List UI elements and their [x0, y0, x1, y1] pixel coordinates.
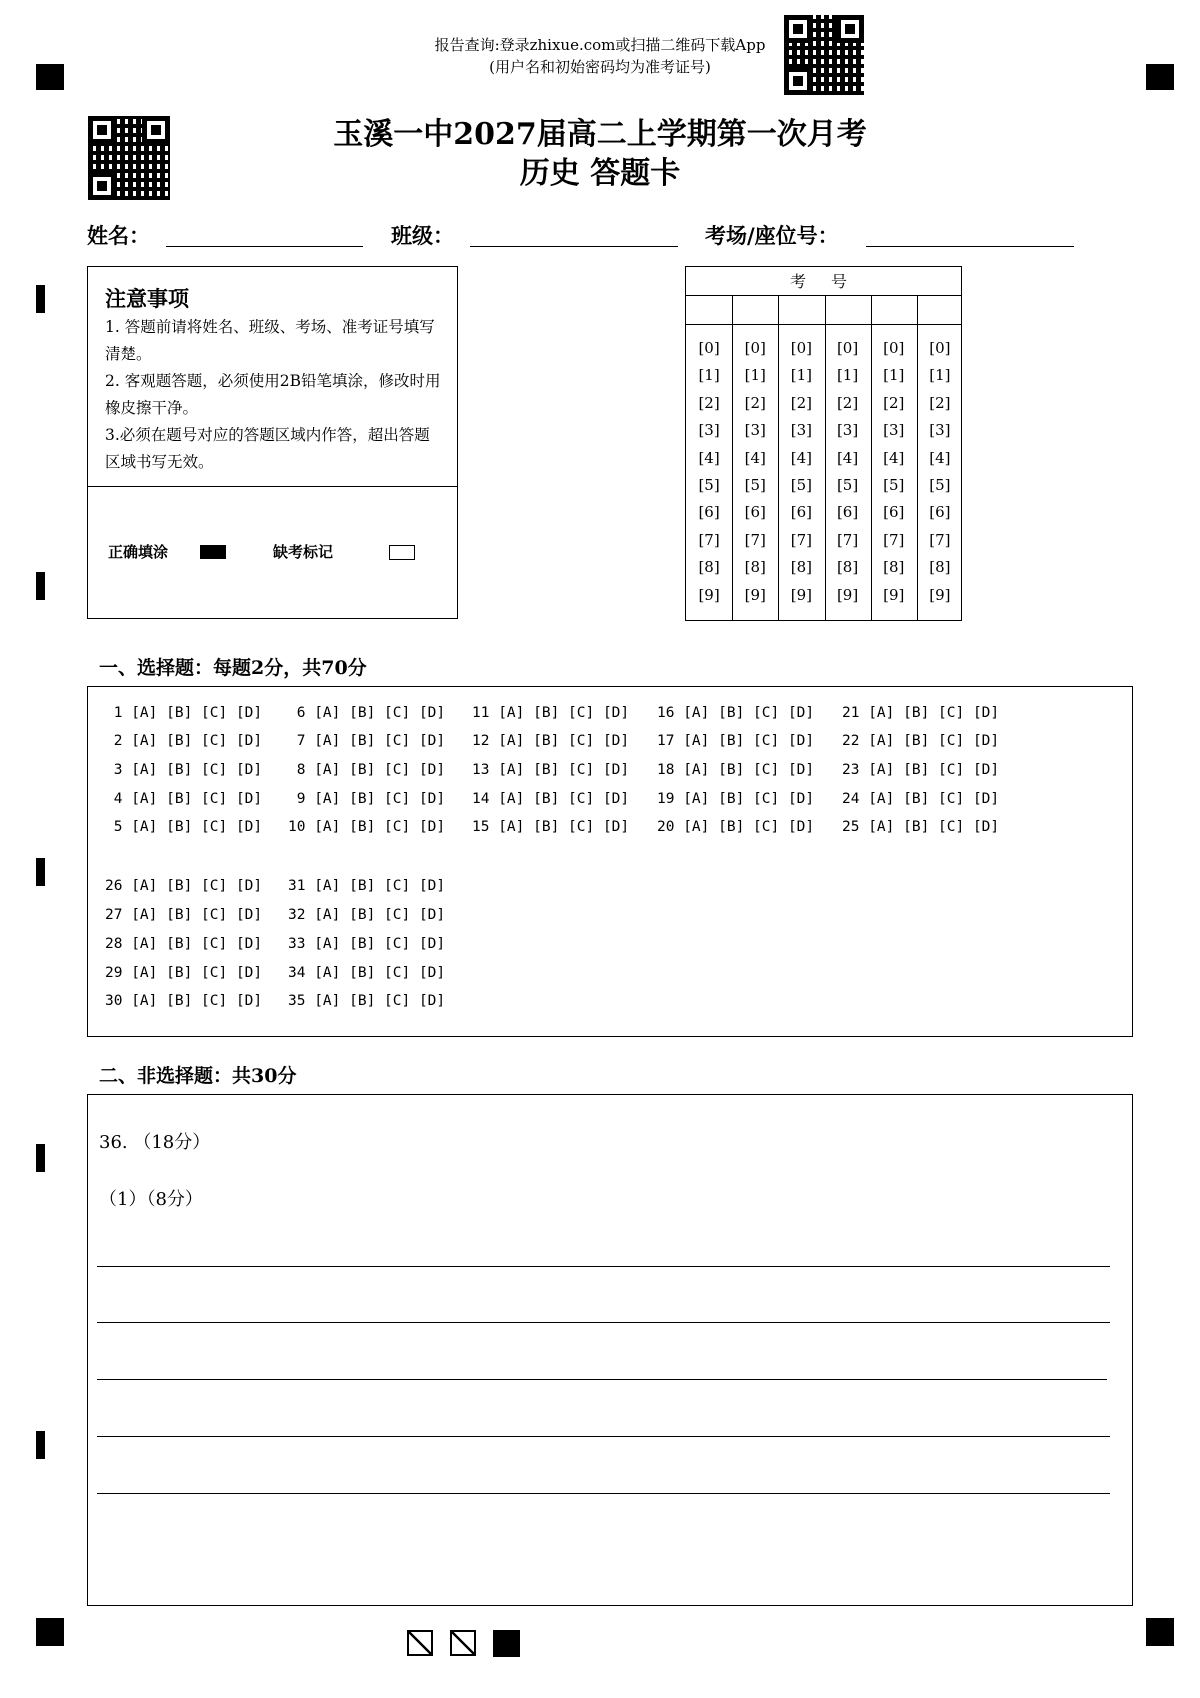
mcq-question-number: 21 — [842, 705, 860, 721]
mcq-options[interactable]: [A] [B] [C] [D] — [305, 819, 446, 835]
mcq-question-row[interactable] — [472, 762, 629, 778]
mcq-question-number: 20 — [657, 819, 675, 835]
exam-id-digit-bubble[interactable]: [3] — [836, 421, 859, 440]
question-36-label: 36. （18分） — [99, 1132, 211, 1153]
mcq-question-number: 29 — [105, 965, 123, 981]
mcq-question-number: 22 — [842, 733, 860, 749]
mcq-options[interactable]: [A] [B] [C] [D] — [122, 705, 263, 721]
timing-mark — [36, 572, 45, 600]
exam-id-digit-bubble[interactable]: [7] — [790, 530, 813, 549]
class-field[interactable] — [470, 246, 678, 247]
mcq-question-row[interactable] — [105, 936, 262, 952]
notice-item: 3.必须在题号对应的答题区域内作答，超出答题区域书写无效。 — [105, 426, 430, 471]
mcq-question-number: 30 — [105, 993, 123, 1009]
mcq-options[interactable]: [A] [B] [C] [D] — [122, 936, 263, 952]
exam-id-digit-bubble[interactable]: [8] — [883, 558, 905, 577]
mcq-options[interactable]: [A] [B] [C] [D] — [122, 733, 263, 749]
correct-fill-label: 正确填涂 — [108, 543, 169, 561]
exam-id-digit-bubble[interactable]: [5] — [744, 476, 766, 495]
mcq-question-number: 1 — [105, 705, 123, 721]
mcq-question-row[interactable] — [657, 791, 814, 807]
mcq-question-row[interactable] — [657, 705, 814, 721]
notice-text — [105, 314, 441, 476]
mcq-question-row[interactable] — [472, 819, 629, 835]
exam-id-digit-bubble[interactable]: [9] — [698, 585, 720, 604]
exam-id-digit-bubble[interactable]: [2] — [698, 393, 720, 412]
notice-box — [87, 266, 458, 619]
exam-id-digit-bubble[interactable]: [9] — [836, 585, 859, 604]
exam-id-digit-bubble[interactable]: [5] — [929, 476, 951, 495]
exam-id-digit-bubble[interactable]: [5] — [790, 476, 813, 495]
exam-id-digit-bubble[interactable]: [8] — [790, 558, 813, 577]
exam-id-digit-bubble[interactable]: [0] — [836, 339, 859, 357]
exam-id-digit-bubble[interactable]: [9] — [790, 585, 813, 604]
mcq-question-number: 27 — [105, 907, 123, 923]
exam-id-column — [686, 335, 732, 609]
exam-id-digit-bubble[interactable]: [5] — [836, 476, 859, 495]
mcq-question-row[interactable] — [105, 733, 262, 749]
mcq-question-row[interactable] — [105, 907, 262, 923]
answer-line[interactable] — [97, 1322, 1110, 1323]
absent-mark-box[interactable] — [389, 545, 415, 560]
exam-id-digit-bubble[interactable]: [4] — [790, 448, 813, 467]
mcq-question-number: 4 — [105, 791, 123, 807]
mcq-question-number: 10 — [288, 819, 306, 835]
notice-divider — [88, 486, 457, 487]
class-label: 班级： — [391, 223, 454, 248]
exam-id-digit-bubble[interactable]: [2] — [929, 393, 951, 412]
mcq-options[interactable]: [A] [B] [C] [D] — [674, 705, 815, 721]
mcq-options[interactable]: [A] [B] [C] [D] — [859, 791, 1000, 807]
exam-id-digit-bubble[interactable]: [7] — [744, 530, 766, 549]
seat-label: 考场/座位号： — [705, 223, 839, 248]
mcq-question-row[interactable] — [288, 993, 445, 1009]
solid-box-mark — [493, 1630, 520, 1657]
exam-id-digit-bubble[interactable]: [3] — [790, 421, 813, 440]
mcq-options[interactable]: [A] [B] [C] [D] — [122, 762, 263, 778]
mcq-question-number: 12 — [472, 733, 490, 749]
answer-line[interactable] — [97, 1436, 1110, 1437]
exam-id-digit-bubble[interactable]: [7] — [698, 530, 720, 549]
mcq-question-number: 14 — [472, 791, 490, 807]
mcq-options[interactable]: [A] [B] [C] [D] — [305, 907, 446, 923]
exam-id-digit-bubble[interactable]: [7] — [929, 530, 951, 549]
exam-id-digit-bubble[interactable]: [2] — [790, 393, 813, 412]
mcq-question-number: 23 — [842, 762, 860, 778]
mcq-question-number: 15 — [472, 819, 490, 835]
mcq-question-row[interactable] — [657, 762, 814, 778]
name-label: 姓名： — [87, 223, 150, 248]
mcq-question-number: 3 — [105, 762, 123, 778]
mcq-options[interactable]: [A] [B] [C] [D] — [305, 762, 446, 778]
mcq-question-number: 31 — [288, 878, 306, 894]
timing-mark — [36, 1144, 45, 1172]
mcq-question-row[interactable] — [472, 705, 629, 721]
timing-mark — [36, 285, 45, 313]
exam-id-digit-bubble[interactable]: [3] — [929, 421, 951, 440]
exam-id-digit-bubble[interactable]: [0] — [883, 339, 905, 357]
mcq-options[interactable]: [A] [B] [C] [D] — [122, 878, 263, 894]
exam-id-digit-bubble[interactable]: [7] — [836, 530, 859, 549]
exam-id-digit-bubble[interactable]: [5] — [883, 476, 905, 495]
mcq-question-number: 9 — [288, 791, 306, 807]
mcq-box — [87, 686, 1133, 1037]
mcq-question-row[interactable] — [105, 819, 262, 835]
exam-id-grid — [685, 266, 962, 621]
exam-id-digit-bubble[interactable]: [4] — [883, 448, 905, 467]
mcq-question-number: 34 — [288, 965, 306, 981]
mcq-question-row[interactable] — [842, 819, 999, 835]
exam-id-digit-bubble[interactable]: [4] — [836, 448, 859, 467]
notice-item: 2. 客观题答题，必须使用2B铅笔填涂，修改时用橡皮擦干净。 — [105, 372, 441, 417]
mcq-grid — [88, 687, 1132, 1036]
crossed-box-mark — [450, 1630, 476, 1656]
exam-id-digit-bubble[interactable]: [4] — [929, 448, 951, 467]
exam-id-column — [917, 335, 963, 609]
registration-mark-bottom-left — [36, 1618, 64, 1646]
exam-id-digit-bubble[interactable]: [2] — [883, 393, 905, 412]
mcq-question-row[interactable] — [657, 733, 814, 749]
exam-id-digit-bubble[interactable]: [0] — [790, 339, 813, 357]
mcq-options[interactable]: [A] [B] [C] [D] — [489, 819, 630, 835]
mcq-question-number: 32 — [288, 907, 306, 923]
mcq-question-row[interactable] — [105, 762, 262, 778]
qr-code-top-right — [784, 15, 864, 95]
mcq-options[interactable]: [A] [B] [C] [D] — [674, 819, 815, 835]
exam-id-header: 考 号 — [789, 272, 858, 291]
exam-id-digit-bubble[interactable]: [6] — [744, 503, 766, 522]
mcq-options[interactable]: [A] [B] [C] [D] — [674, 762, 815, 778]
exam-id-digit-bubble[interactable]: [1] — [744, 366, 766, 385]
mcq-options[interactable]: [A] [B] [C] [D] — [122, 819, 263, 835]
exam-id-digit-bubble[interactable]: [6] — [698, 503, 720, 522]
exam-id-digit-bubble[interactable]: [3] — [698, 421, 720, 440]
mcq-question-number: 24 — [842, 791, 860, 807]
exam-id-column — [871, 335, 917, 609]
mcq-question-row[interactable] — [842, 733, 999, 749]
mcq-options[interactable]: [A] [B] [C] [D] — [305, 965, 446, 981]
question-36-1-label: （1）（8分） — [99, 1189, 203, 1210]
mcq-question-row[interactable] — [472, 791, 629, 807]
exam-id-digit-bubble[interactable]: [8] — [836, 558, 859, 577]
mcq-question-row[interactable] — [105, 993, 262, 1009]
exam-id-digit-bubble[interactable]: [3] — [883, 421, 905, 440]
registration-mark-bottom-right — [1146, 1618, 1174, 1646]
mcq-options[interactable]: [A] [B] [C] [D] — [122, 965, 263, 981]
exam-id-column — [825, 335, 871, 609]
mcq-options[interactable]: [A] [B] [C] [D] — [122, 993, 263, 1009]
mcq-options[interactable]: [A] [B] [C] [D] — [122, 791, 263, 807]
mcq-options[interactable]: [A] [B] [C] [D] — [305, 705, 446, 721]
exam-id-digit-bubble[interactable]: [7] — [883, 530, 905, 549]
mcq-question-number: 7 — [288, 733, 306, 749]
exam-id-digit-bubble[interactable]: [0] — [698, 339, 720, 357]
exam-id-digit-bubble[interactable]: [4] — [744, 448, 766, 467]
exam-id-digit-bubble[interactable]: [5] — [698, 476, 720, 495]
exam-id-digit-bubble[interactable]: [2] — [836, 393, 859, 412]
report-query-line: 报告查询:登录zhixue.com或扫描二维码下载App — [434, 36, 766, 54]
mcq-question-row[interactable] — [288, 878, 445, 894]
exam-id-digit-bubble[interactable]: [6] — [883, 503, 905, 522]
mcq-question-row[interactable] — [288, 705, 445, 721]
exam-id-digit-bubble[interactable]: [6] — [929, 503, 951, 522]
mcq-options[interactable]: [A] [B] [C] [D] — [859, 733, 1000, 749]
open-question-box — [87, 1094, 1133, 1606]
exam-id-digit-bubble[interactable]: [8] — [698, 558, 720, 577]
mcq-question-row[interactable] — [105, 791, 262, 807]
exam-id-digit-bubble[interactable]: [6] — [836, 503, 859, 522]
mcq-question-number: 11 — [472, 705, 490, 721]
mcq-question-row[interactable] — [472, 733, 629, 749]
exam-id-digit-bubble[interactable]: [0] — [929, 339, 951, 357]
exam-id-column — [732, 335, 778, 609]
crossed-box-mark — [407, 1630, 433, 1656]
timing-mark — [36, 858, 45, 886]
answer-line[interactable] — [97, 1266, 1110, 1267]
exam-id-digit-bubble[interactable]: [1] — [883, 366, 905, 385]
mcq-question-row[interactable] — [842, 791, 999, 807]
exam-id-digit-bubble[interactable]: [9] — [883, 585, 905, 604]
exam-id-digit-bubble[interactable]: [0] — [744, 339, 766, 357]
mcq-options[interactable]: [A] [B] [C] [D] — [489, 791, 630, 807]
mcq-question-row[interactable] — [842, 762, 999, 778]
exam-id-digit-bubble[interactable]: [4] — [698, 448, 720, 467]
timing-mark — [36, 1431, 45, 1459]
mcq-options[interactable]: [A] [B] [C] [D] — [305, 993, 446, 1009]
mcq-options[interactable]: [A] [B] [C] [D] — [122, 907, 263, 923]
exam-id-digit-bubble[interactable]: [1] — [836, 366, 859, 385]
mcq-question-number: 5 — [105, 819, 123, 835]
mcq-question-number: 16 — [657, 705, 675, 721]
notice-heading: 注意事项 — [105, 286, 189, 311]
mcq-question-number: 17 — [657, 733, 675, 749]
mcq-question-row[interactable] — [288, 965, 445, 981]
mcq-question-row[interactable] — [288, 762, 445, 778]
mcq-question-row[interactable] — [657, 819, 814, 835]
seat-field[interactable] — [866, 246, 1074, 247]
notice-item: 1. 答题前请将姓名、班级、考场、准考证号填写清楚。 — [105, 318, 435, 363]
mcq-options[interactable]: [A] [B] [C] [D] — [305, 733, 446, 749]
mcq-options[interactable]: [A] [B] [C] [D] — [489, 705, 630, 721]
mcq-question-number: 25 — [842, 819, 860, 835]
mcq-question-row[interactable] — [288, 936, 445, 952]
exam-title: 玉溪一中2027届高二上学期第一次月考 — [333, 117, 867, 152]
section1-title: 一、选择题：每题2分，共70分 — [99, 657, 367, 679]
mcq-question-row[interactable] — [105, 965, 262, 981]
mcq-options[interactable]: [A] [B] [C] [D] — [674, 733, 815, 749]
mcq-question-row[interactable] — [288, 733, 445, 749]
answer-line[interactable] — [97, 1379, 1107, 1380]
exam-id-digit-bubble[interactable]: [2] — [744, 393, 766, 412]
mcq-options[interactable]: [A] [B] [C] [D] — [674, 791, 815, 807]
mcq-question-number: 19 — [657, 791, 675, 807]
exam-id-digit-bubble[interactable]: [9] — [744, 585, 766, 604]
mcq-question-row[interactable] — [105, 705, 262, 721]
mcq-question-row[interactable] — [288, 907, 445, 923]
mcq-question-number: 35 — [288, 993, 306, 1009]
mcq-question-row[interactable] — [288, 819, 445, 835]
correct-fill-sample — [200, 545, 226, 559]
mcq-question-number: 8 — [288, 762, 306, 778]
exam-id-column — [778, 335, 824, 609]
exam-id-digit-bubble[interactable]: [6] — [790, 503, 813, 522]
mcq-question-row[interactable] — [842, 705, 999, 721]
mcq-question-number: 18 — [657, 762, 675, 778]
report-query-note: (用户名和初始密码均为准考证号) — [489, 58, 711, 76]
mcq-options[interactable]: [A] [B] [C] [D] — [859, 762, 1000, 778]
exam-id-digit-bubble[interactable]: [1] — [698, 366, 720, 385]
mcq-options[interactable]: [A] [B] [C] [D] — [305, 936, 446, 952]
mcq-question-number: 13 — [472, 762, 490, 778]
exam-id-digit-bubble[interactable]: [1] — [929, 366, 951, 385]
name-field[interactable] — [166, 246, 363, 247]
exam-id-digit-bubble[interactable]: [9] — [929, 585, 951, 604]
mcq-question-number: 26 — [105, 878, 123, 894]
mcq-question-number: 6 — [288, 705, 306, 721]
exam-id-digit-bubble[interactable]: [8] — [744, 558, 766, 577]
mcq-question-number: 33 — [288, 936, 306, 952]
section2-title: 二、非选择题：共30分 — [99, 1065, 297, 1087]
mcq-options[interactable]: [A] [B] [C] [D] — [859, 705, 1000, 721]
exam-id-digit-bubble[interactable]: [3] — [744, 421, 766, 440]
mcq-question-number: 2 — [105, 733, 123, 749]
exam-id-digit-bubble[interactable]: [1] — [790, 366, 813, 385]
mcq-options[interactable]: [A] [B] [C] [D] — [305, 791, 446, 807]
answer-line[interactable] — [97, 1493, 1110, 1494]
exam-id-digit-bubble[interactable]: [8] — [929, 558, 951, 577]
answer-card-title: 历史 答题卡 — [519, 156, 681, 191]
mcq-options[interactable]: [A] [B] [C] [D] — [305, 878, 446, 894]
mcq-question-number: 28 — [105, 936, 123, 952]
mcq-options[interactable]: [A] [B] [C] [D] — [859, 819, 1000, 835]
exam-id-columns — [686, 295, 961, 620]
mcq-options[interactable]: [A] [B] [C] [D] — [489, 762, 630, 778]
absent-mark-label: 缺考标记 — [273, 543, 334, 561]
mcq-question-row[interactable] — [105, 878, 262, 894]
mcq-question-row[interactable] — [288, 791, 445, 807]
mcq-options[interactable]: [A] [B] [C] [D] — [489, 733, 630, 749]
